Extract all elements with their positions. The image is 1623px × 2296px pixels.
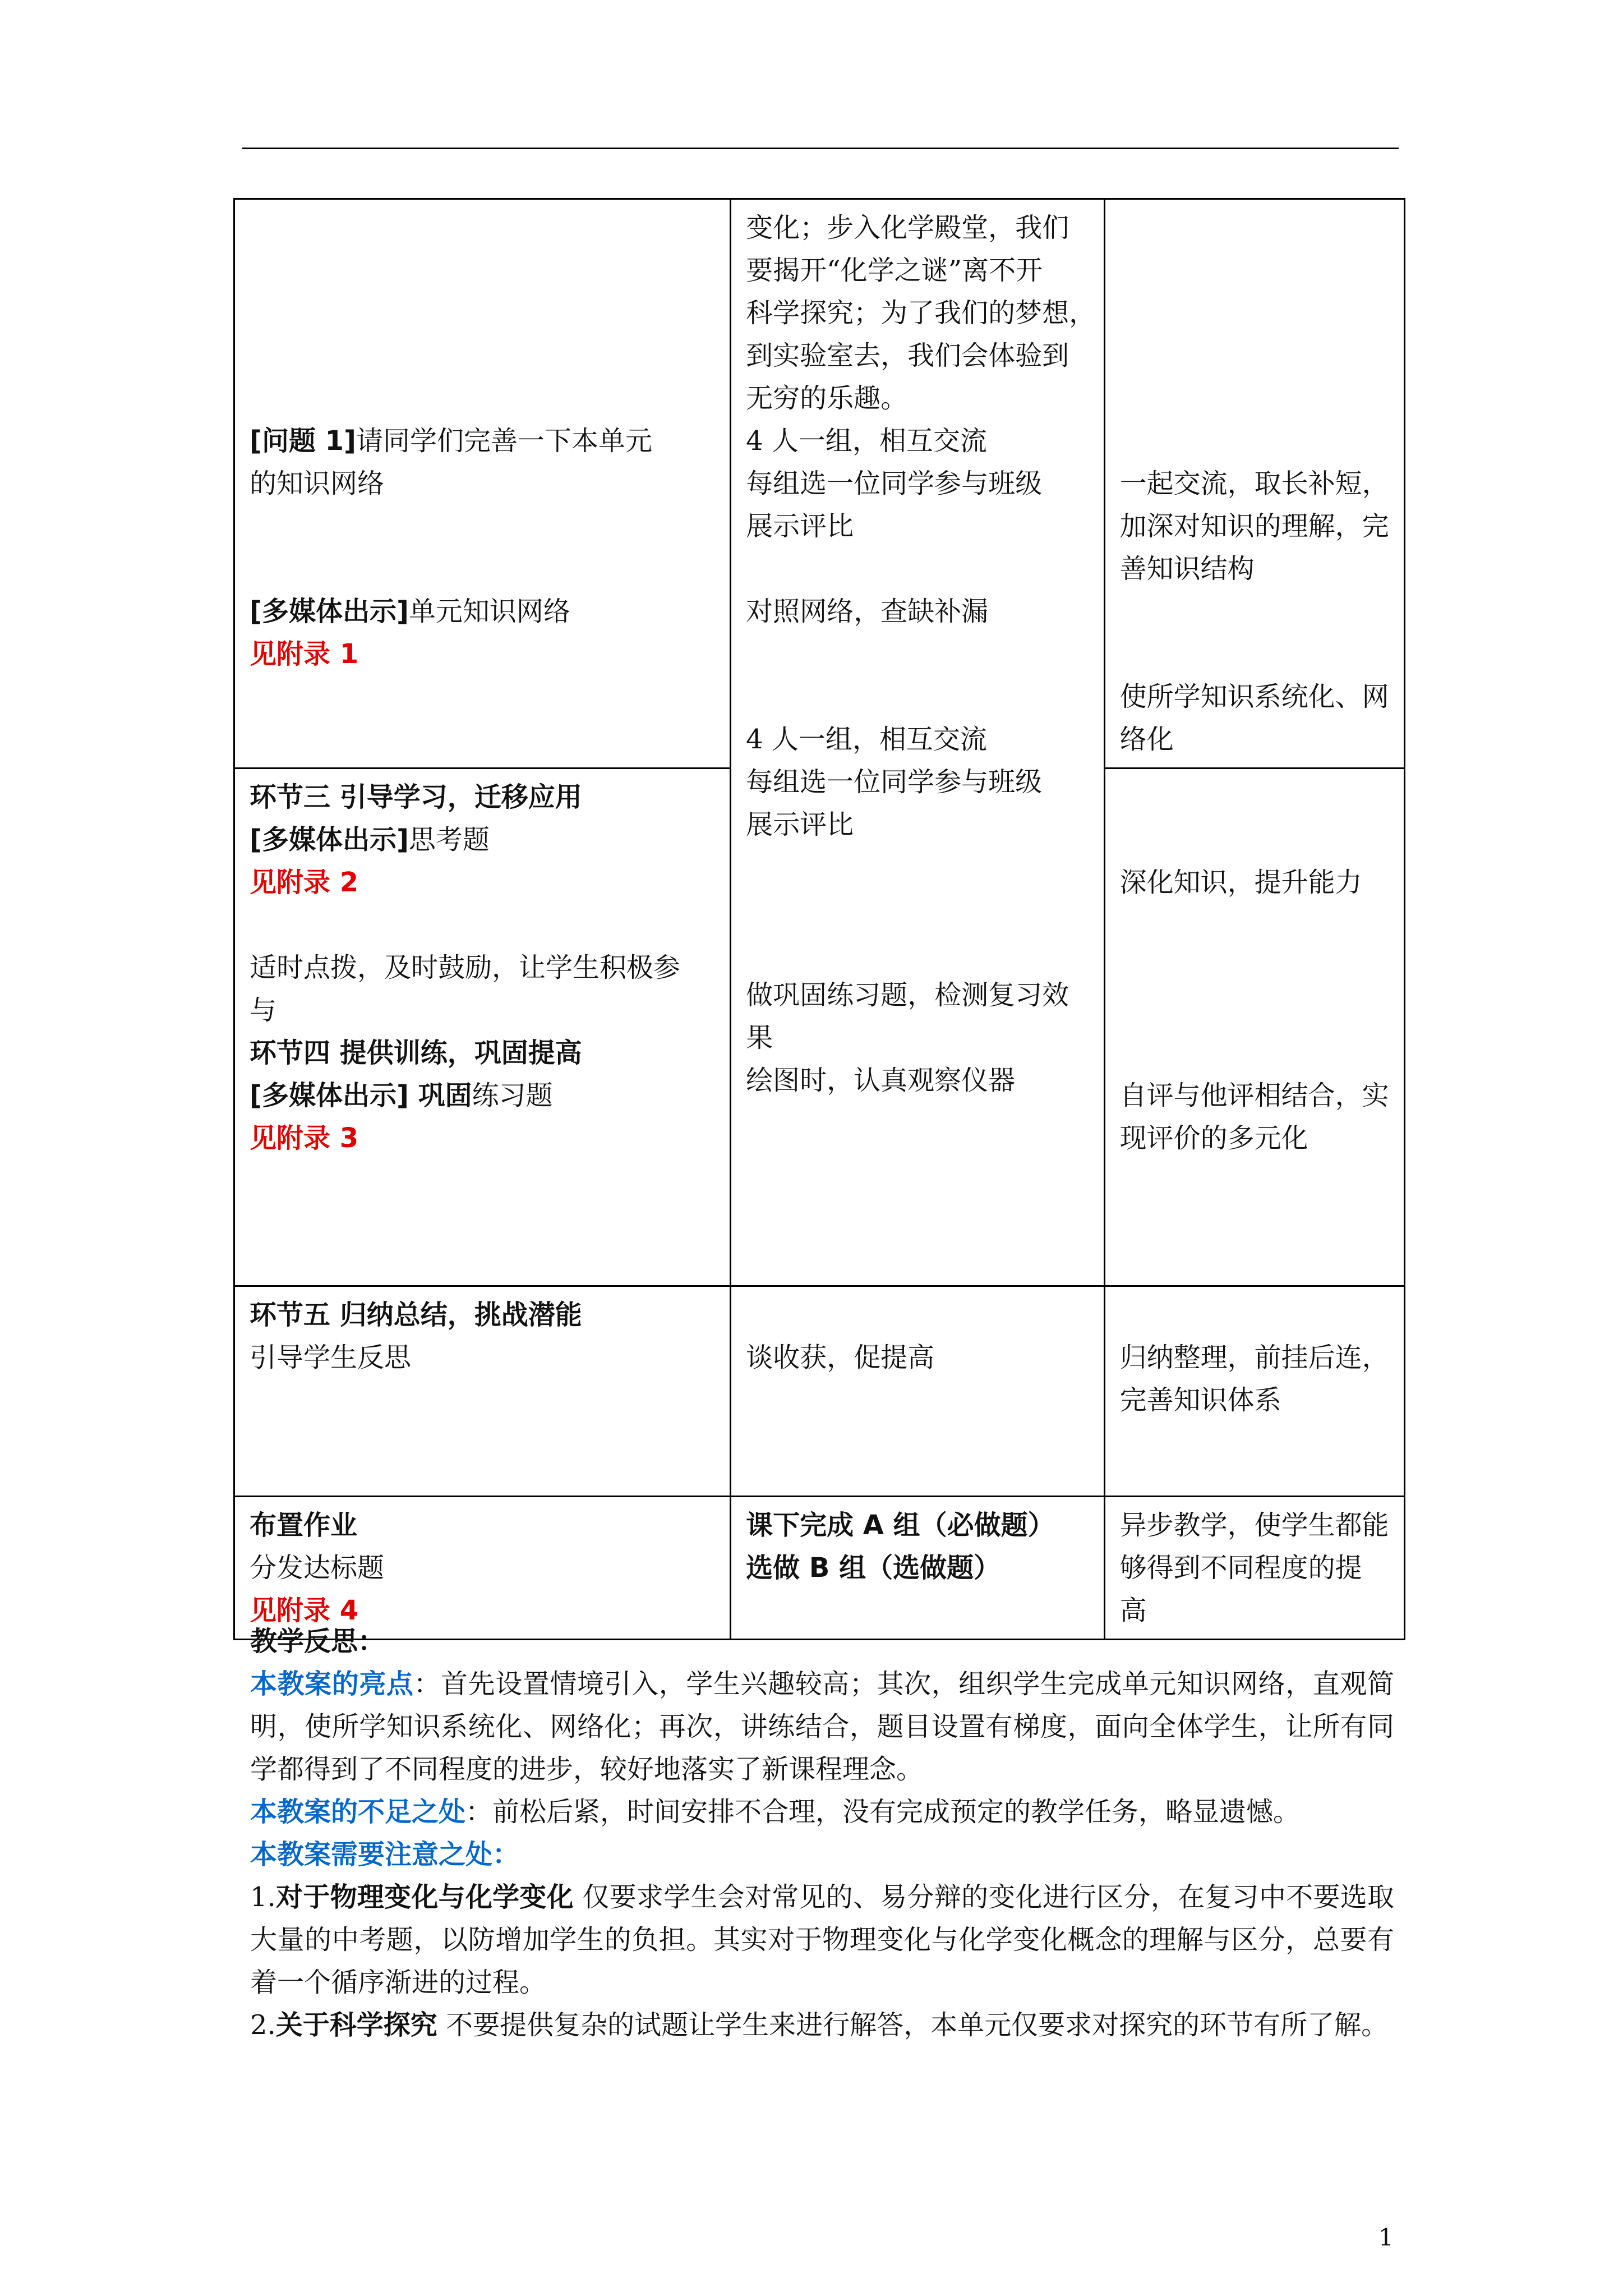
table-row: [234, 1497, 1405, 1640]
cell-line: 适时点拨，及时鼓励，让学生积极参: [250, 952, 681, 983]
cell-line: 展示评比: [746, 510, 854, 542]
note-item-1: [250, 1876, 1394, 2004]
shortcoming-label: 本教案的不足之处: [250, 1796, 466, 1828]
reflection-shortcomings: [250, 1791, 1394, 1833]
reflection-heading: 教学反思：: [250, 1626, 385, 1657]
table-row: [234, 1286, 1405, 1497]
design-intent-cell: [1104, 1497, 1404, 1640]
homework-heading: 布置作业: [250, 1510, 358, 1541]
cell-line: 络化: [1119, 724, 1174, 755]
cell-line: 谈收获，促提高: [746, 1342, 935, 1373]
cell-line: 的知识网络: [250, 468, 385, 499]
teacher-activity-cell: [234, 1286, 731, 1497]
cell-line: 够得到不同程度的提: [1119, 1552, 1362, 1584]
cell-line: 变化；步入化学殿堂，我们: [746, 212, 1069, 243]
appendix-link-4: 见附录 4: [250, 1595, 359, 1626]
section-heading-3: 环节三 引导学习，迁移应用: [250, 781, 582, 813]
multimedia-note: [多媒体出示] 巩固练习题: [250, 1080, 553, 1111]
item-topic: 对于物理变化与化学变化: [275, 1881, 574, 1913]
cell-line: 要揭开“化学之谜”离不开: [746, 255, 1043, 286]
cell-line: 课下完成 A 组（必做题）: [746, 1510, 1055, 1541]
item-text: 不要提供复杂的试题让学生来进行解答，本单元仅要求对探究的环节有所了解。: [437, 2009, 1389, 2041]
item-topic: 关于科学探究: [275, 2009, 437, 2041]
lesson-plan-table: [233, 198, 1405, 1640]
teacher-activity-cell: [234, 199, 731, 769]
student-activity-cell: [731, 1286, 1105, 1497]
item-number: 1.: [250, 1881, 276, 1913]
page-number: 1: [1378, 2224, 1394, 2251]
student-activity-cell: [731, 1497, 1105, 1640]
cell-line: 深化知识，提升能力: [1119, 867, 1362, 898]
cell-line: 对照网络，查缺补漏: [746, 596, 989, 627]
teaching-reflection: [250, 1620, 1394, 2046]
cell-line: 4 人一组，相互交流: [746, 425, 987, 457]
design-intent-cell: [1104, 199, 1404, 769]
cell-line: 异步教学，使学生都能: [1119, 1510, 1389, 1541]
reflection-highlights: [250, 1663, 1394, 1791]
cell-line: 自评与他评相结合，实: [1119, 1080, 1389, 1111]
item-number: 2.: [250, 2009, 276, 2041]
cell-line: 果: [746, 1022, 773, 1053]
cell-line: 高: [1119, 1595, 1147, 1626]
appendix-link-1: 见附录 1: [250, 638, 359, 670]
shortcoming-text: ：前松后紧，时间安排不合理，没有完成预定的教学任务，略显遗憾。: [465, 1796, 1301, 1828]
cell-line: 现评价的多元化: [1119, 1122, 1308, 1154]
teacher-activity-cell: [234, 1497, 731, 1640]
multimedia-note: [多媒体出示]单元知识网络: [250, 596, 570, 627]
cell-line: 无穷的乐趣。: [746, 383, 908, 414]
cell-line: 每组选一位同学参与班级: [746, 766, 1043, 798]
cell-line: 善知识结构: [1119, 553, 1255, 585]
cell-line: 选做 B 组（选做题）: [746, 1552, 1001, 1584]
appendix-link-3: 见附录 3: [250, 1122, 359, 1154]
cell-line: 每组选一位同学参与班级: [746, 468, 1043, 499]
highlight-label: 本教案的亮点: [250, 1668, 414, 1700]
cell-line: 与: [250, 995, 277, 1026]
cell-line: 科学探究；为了我们的梦想，: [746, 297, 1096, 329]
note-item-2: [250, 2004, 1394, 2046]
cell-line: 展示评比: [746, 809, 854, 840]
cell-line: 做巩固练习题，检测复习效: [746, 979, 1069, 1011]
appendix-link-2: 见附录 2: [250, 867, 359, 898]
design-intent-cell: [1104, 1286, 1404, 1497]
student-activity-cell: [731, 199, 1105, 1286]
cell-line: 一起交流，取长补短，: [1119, 468, 1389, 499]
question-1: [问题 1]请同学们完善一下本单元: [250, 425, 653, 457]
cell-line: 使所学知识系统化、网: [1119, 681, 1389, 712]
header-rule: [242, 148, 1399, 149]
design-intent-cell: [1104, 769, 1404, 1286]
cell-line: 到实验室去，我们会体验到: [746, 340, 1069, 371]
cell-line: 加深对知识的理解，完: [1119, 510, 1389, 542]
cell-line: 引导学生反思: [250, 1342, 412, 1373]
cell-line: 归纳整理，前挂后连，: [1119, 1342, 1389, 1373]
section-heading-4: 环节四 提供训练，巩固提高: [250, 1037, 582, 1069]
cell-line: 4 人一组，相互交流: [746, 724, 987, 755]
section-heading-5: 环节五 归纳总结，挑战潜能: [250, 1299, 582, 1331]
highlight-text: ：首先设置情境引入，学生兴趣较高；其次，组织学生完成单元知识网络，直观简明，使所学知识系统化、网络化；再次，讲练结合，题目设置有梯度，面向全体学生，让所有同学都得到了不同程度的进步，较好地落实了新课程理念。: [250, 1668, 1394, 1785]
cell-line: 绘图时，认真观察仪器: [746, 1065, 1016, 1096]
item-text: 仅要求学生会对常见的、易分辩的变化进行区分，在复习中不要选取大量的中考题，以防增加学生的负担。其实对于物理变化与化学变化概念的理解与区分，总要有着一个循序渐进的过程。: [250, 1881, 1394, 1998]
teacher-activity-cell: [234, 769, 731, 1286]
notes-label: 本教案需要注意之处：: [250, 1839, 520, 1870]
cell-line: 分发达标题: [250, 1552, 385, 1584]
multimedia-note: [多媒体出示]思考题: [250, 824, 490, 855]
table-row: [234, 199, 1405, 769]
cell-line: 完善知识体系: [1119, 1384, 1281, 1416]
